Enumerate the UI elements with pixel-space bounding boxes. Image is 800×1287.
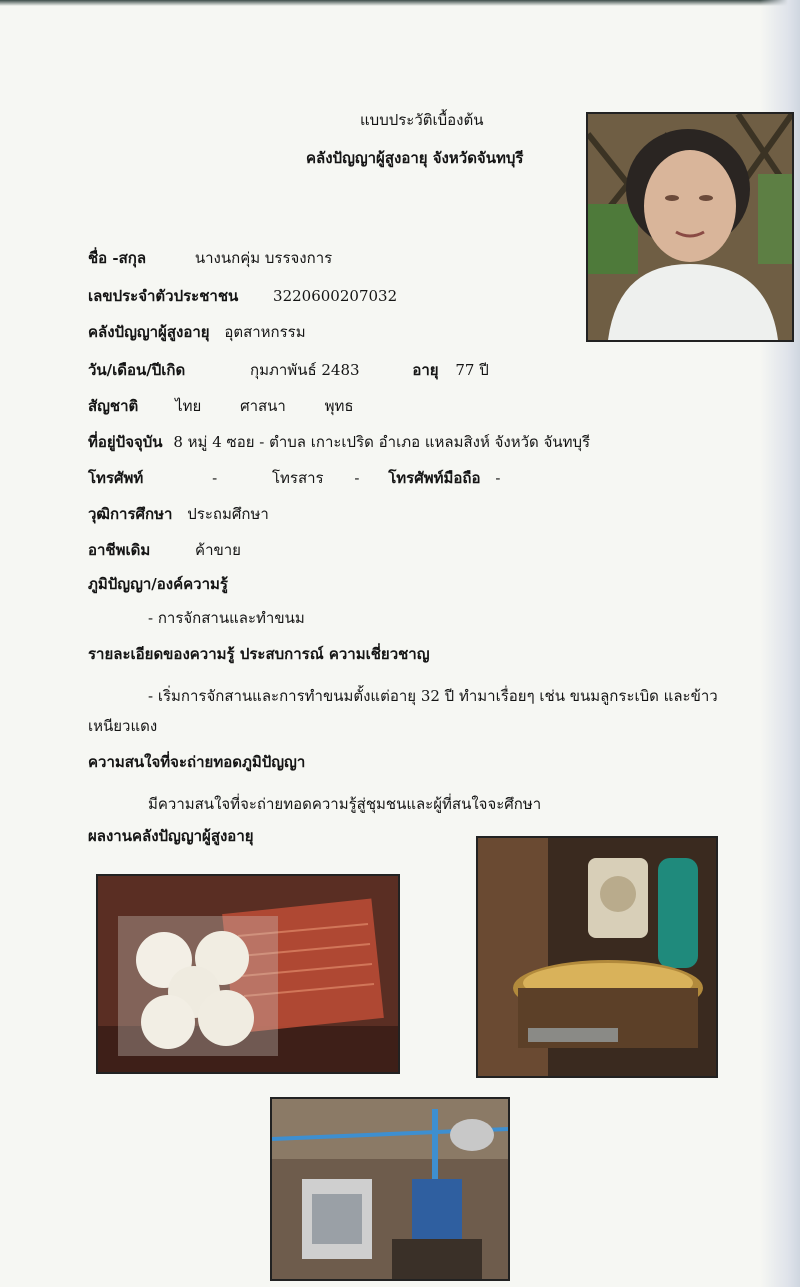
wisdom-value: อุตสาหกรรม	[224, 323, 306, 341]
knowledge-item: - การจักสานและทำขนม	[148, 609, 305, 627]
occupation-row	[88, 538, 241, 562]
religion-value: พุทธ	[324, 397, 354, 415]
transfer-heading: ความสนใจที่จะถ่ายทอดภูมิปัญญา	[88, 753, 306, 771]
works-heading: ผลงานคลังปัญญาผู้สูงอายุ	[88, 827, 254, 845]
name-value: นางนกคุ่ม บรรจงการ	[194, 249, 333, 267]
occupation-label: อาชีพเดิม	[88, 541, 151, 559]
phone-label: โทรศัพท์	[88, 469, 144, 487]
address-value: 8 หมู่ 4 ซอย - ตำบล เกาะเปริด อำเภอ แหลมสิงห์ จังหวัด จันทบุรี	[173, 433, 591, 451]
document-title: แบบประวัติเบื้องต้น	[360, 111, 484, 129]
sticky-rice-snack-photo	[96, 874, 400, 1074]
birth-row	[88, 358, 489, 382]
id-value: 3220600207032	[273, 287, 398, 305]
birth-label: วัน/เดือน/ปีเกิด	[88, 361, 186, 379]
birth-value: กุมภาพันธ์ 2483	[250, 361, 360, 379]
wisdom-row	[88, 320, 306, 344]
details-line-1: - เริ่มการจักสานและการทำขนมตั้งแต่อายุ 32 ปี ทำมาเรื่อยๆ เช่น ขนมลูกระเบิด และข้าว	[148, 687, 718, 705]
details-heading: รายละเอียดของความรู้ ประสบการณ์ ความเชี่ยวชาญ	[88, 645, 430, 663]
details-line-2: เหนียวแดง	[88, 717, 158, 735]
nationality-value: ไทย	[175, 397, 202, 415]
name-label: ชื่อ -สกุล	[88, 249, 147, 267]
portrait-photo	[586, 112, 794, 342]
id-row	[88, 284, 397, 308]
snack-mixer-photo	[476, 836, 718, 1078]
id-label: เลขประจำตัวประชาชน	[88, 287, 239, 305]
knowledge-heading: ภูมิปัญญา/องค์ความรู้	[88, 575, 228, 593]
fax-label: โทรสาร	[271, 469, 324, 487]
address-row	[88, 430, 590, 454]
fax-value: -	[354, 469, 360, 487]
nationality-label: สัญชาติ	[88, 397, 139, 415]
religion-label: ศาสนา	[240, 397, 286, 415]
document-subtitle: คลังปัญญาผู้สูงอายุ จังหวัดจันทบุรี	[306, 149, 524, 167]
mobile-label: โทรศัพท์มือถือ	[388, 469, 481, 487]
transfer-text: มีความสนใจที่จะถ่ายทอดความรู้สู่ชุมชนและผู้ที่สนใจจะศึกษา	[148, 795, 542, 813]
phone-value: -	[212, 469, 218, 487]
address-label: ที่อยู่ปัจจุบัน	[88, 433, 163, 451]
education-row	[88, 502, 269, 526]
nationality-row	[88, 394, 354, 418]
contact-row	[88, 466, 500, 490]
age-label: อายุ	[412, 361, 439, 379]
scan-top-edge	[0, 0, 800, 6]
education-value: ประถมศึกษา	[187, 505, 269, 523]
wisdom-label: คลังปัญญาผู้สูงอายุ	[88, 323, 210, 341]
age-value: 77 ปี	[455, 361, 489, 379]
education-label: วุฒิการศึกษา	[88, 505, 173, 523]
occupation-value: ค้าขาย	[195, 541, 241, 559]
name-row	[88, 246, 332, 270]
machinery-photo	[270, 1097, 510, 1281]
mobile-value: -	[495, 469, 501, 487]
